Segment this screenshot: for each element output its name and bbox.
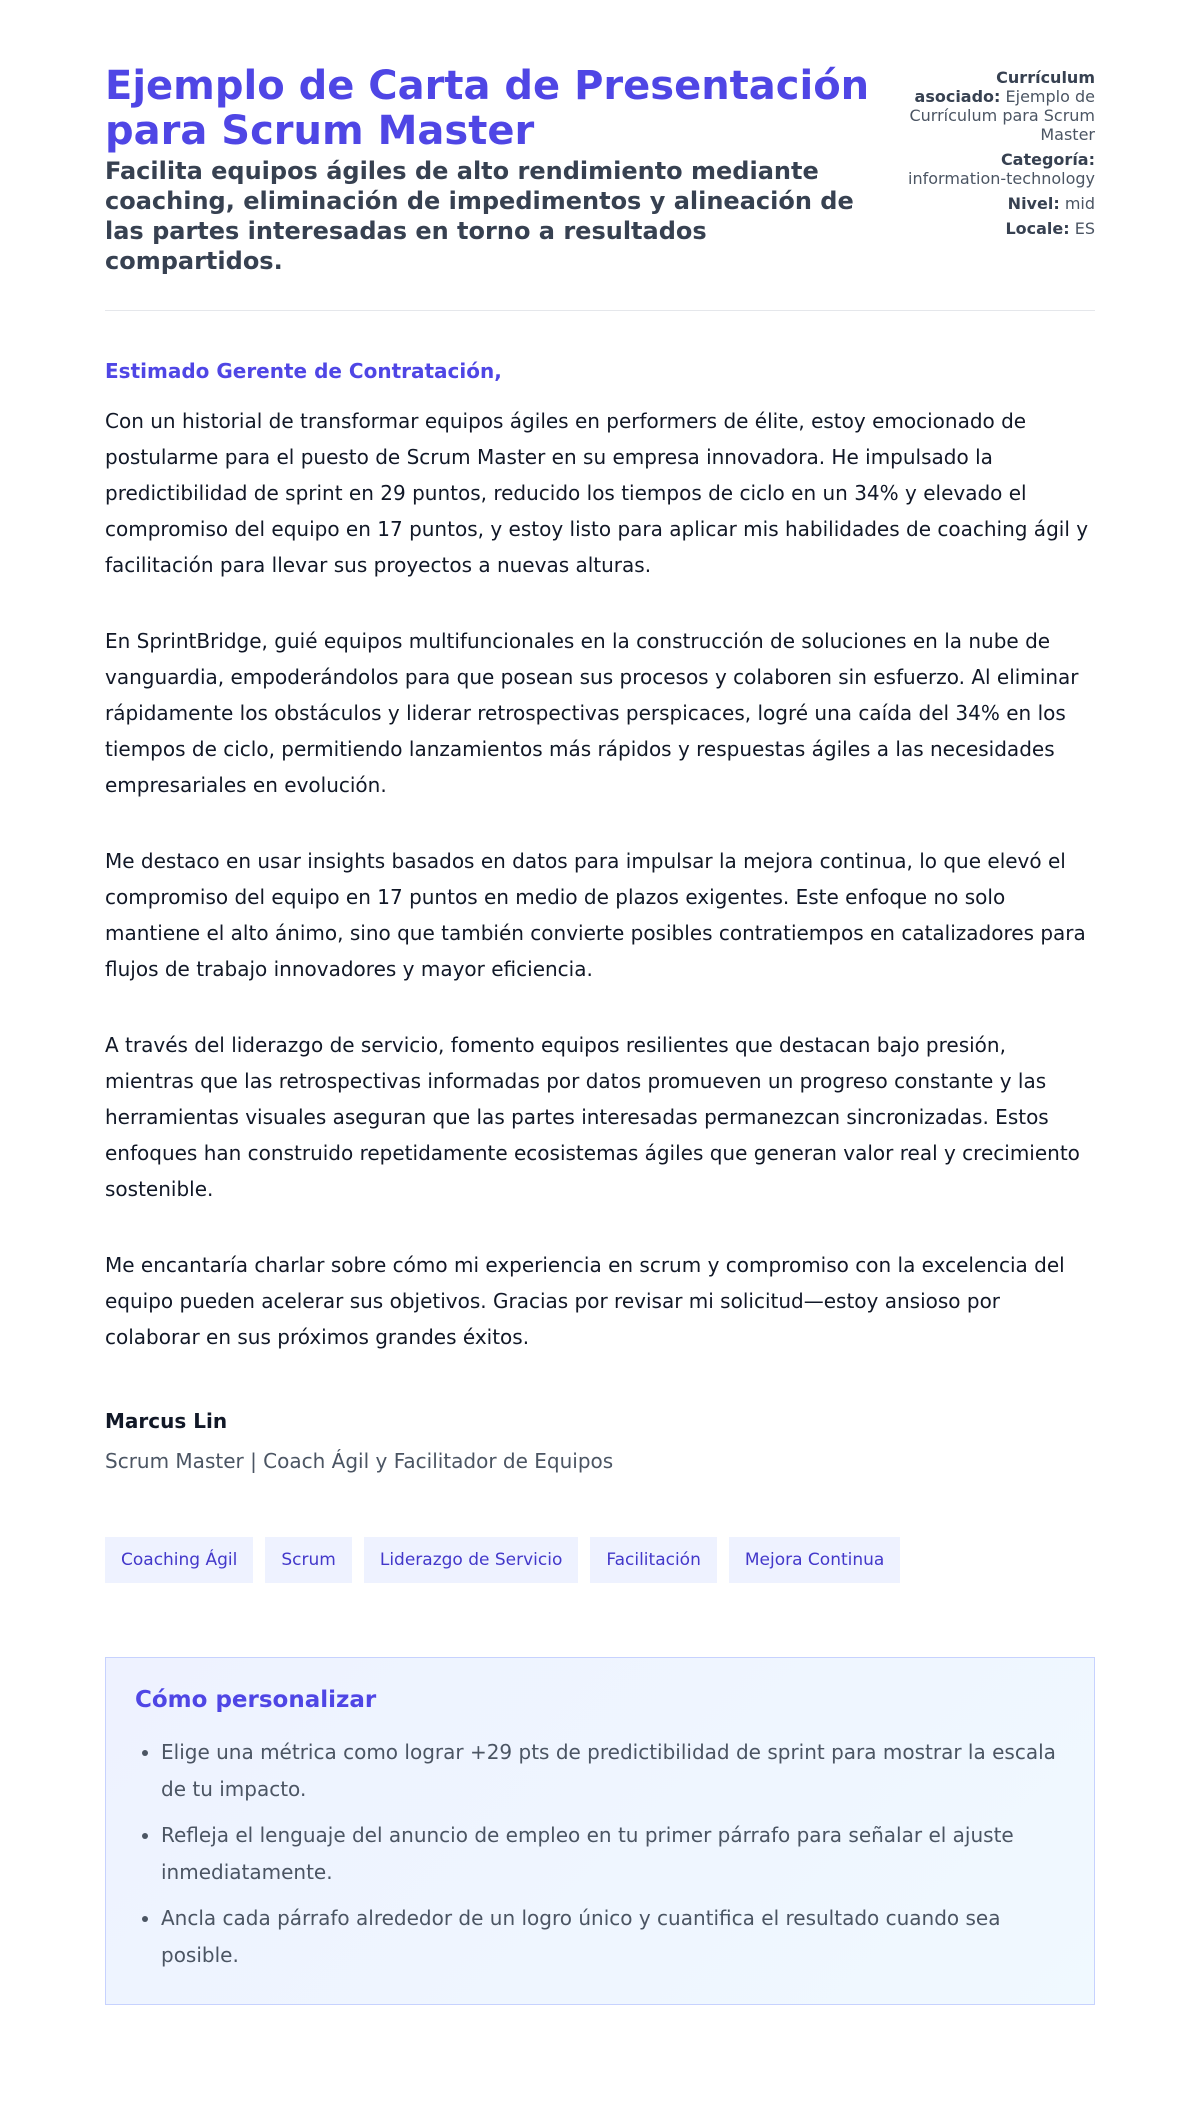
meta-level-label: Nivel: — [1007, 194, 1060, 213]
meta-resume — [905, 68, 1095, 144]
customization-tips-box — [105, 1657, 1095, 2005]
cover-letter-page — [105, 0, 1095, 2005]
skill-tag: Coaching Ágil — [105, 1537, 253, 1583]
skill-tag: Facilitación — [590, 1537, 716, 1583]
letter-paragraph: A través del liderazgo de servicio, fomento equipos resilientes que destacan bajo presión, mientras que las retrospectivas informadas por datos promueven un progreso constante y las herramientas visuales aseguran que las partes interesadas permanezcan sincronizadas. Estos enfoques han construido repetidamente ecosistemas ágiles que generan valor real y crecimiento sostenible. — [105, 1033, 1080, 1201]
letter-greeting: Estimado Gerente de Contratación, — [105, 359, 502, 383]
letter-paragraph: Me destaco en usar insights basados en datos para impulsar la mejora continua, lo que elevó el compromiso del equipo en 17 puntos en medio de plazos exigentes. Este enfoque no solo mantiene el alto ánimo, sino que también convierte posibles contratiempos en catalizadores para flujos de trabajo innovadores y mayor eficiencia. — [105, 849, 1086, 981]
letter-paragraph: En SprintBridge, guié equipos multifuncionales en la construcción de soluciones en la nube de vanguardia, empoderándolos para que posean sus procesos y colaboren sin esfuerzo. Al eliminar rápidamente los obstáculos y liderar retrospectivas perspicaces, logré una caída del 34% en los tiempos de ciclo, permitiendo lanzamientos más rápidos y respuestas ágiles a las necesidades empresariales en evolución. — [105, 629, 1079, 797]
signature-name: Marcus Lin — [105, 1409, 228, 1433]
meta-category-label: Categoría: — [1000, 150, 1095, 169]
meta-level — [905, 194, 1095, 213]
metadata-panel — [905, 68, 1095, 244]
meta-category — [905, 150, 1095, 188]
meta-resume-label: Currículum asociado: — [914, 68, 1095, 106]
header-titles — [105, 64, 885, 276]
page-title: Ejemplo de Carta de Presentación para Scrum Master — [105, 63, 870, 154]
skill-tags — [105, 1537, 1095, 1583]
meta-category-value: information-technology — [908, 169, 1095, 188]
letter-paragraphs — [105, 403, 1095, 1355]
tip-item: • Refleja el lenguaje del anuncio de empleo en tu primer párrafo para señalar el ajuste inmediatamente. — [161, 1817, 1065, 1891]
meta-locale-label: Locale: — [1005, 219, 1070, 238]
meta-locale — [905, 219, 1095, 238]
skill-tag: Mejora Continua — [729, 1537, 900, 1583]
letter-paragraph: Con un historial de transformar equipos ágiles en performers de élite, estoy emocionado de postularme para el puesto de Scrum Master en su empresa innovadora. He impulsado la predictibilidad de sprint en 29 puntos, reducido los tiempos de ciclo en un 34% y elevado el compromiso del equipo en 17 puntos, y estoy listo para aplicar mis habilidades de coaching ágil y facilitación para llevar sus proyectos a nuevas alturas. — [105, 409, 1089, 577]
skill-tag: Liderazgo de Servicio — [364, 1537, 579, 1583]
skill-tag: Scrum — [265, 1537, 351, 1583]
tip-item: • Ancla cada párrafo alrededor de un logro único y cuantifica el resultado cuando sea posible. — [161, 1900, 1065, 1974]
signature-role: Scrum Master | Coach Ágil y Facilitador de Equipos — [105, 1449, 614, 1473]
meta-resume-value: Ejemplo de Currículum para Scrum Master — [909, 87, 1095, 144]
tip-item: • Elige una métrica como lograr +29 pts de predictibilidad de sprint para mostrar la escala de tu impacto. — [161, 1734, 1065, 1808]
letter-body — [105, 357, 1095, 1475]
tips-title: Cómo personalizar — [135, 1687, 377, 1713]
meta-locale-value: ES — [1074, 219, 1095, 238]
page-subtitle: Facilita equipos ágiles de alto rendimiento mediante coaching, eliminación de impedimentos y alineación de las partes interesadas en torno a resultados compartidos. — [105, 157, 854, 275]
tips-list — [135, 1734, 1065, 1974]
page-header — [105, 64, 1095, 311]
meta-level-value: mid — [1064, 194, 1095, 213]
letter-paragraph: Me encantaría charlar sobre cómo mi experiencia en scrum y compromiso con la excelencia del equipo pueden acelerar sus objetivos. Gracias por revisar mi solicitud—estoy ansioso por colaborar en sus próximos grandes éxitos. — [105, 1253, 1065, 1349]
